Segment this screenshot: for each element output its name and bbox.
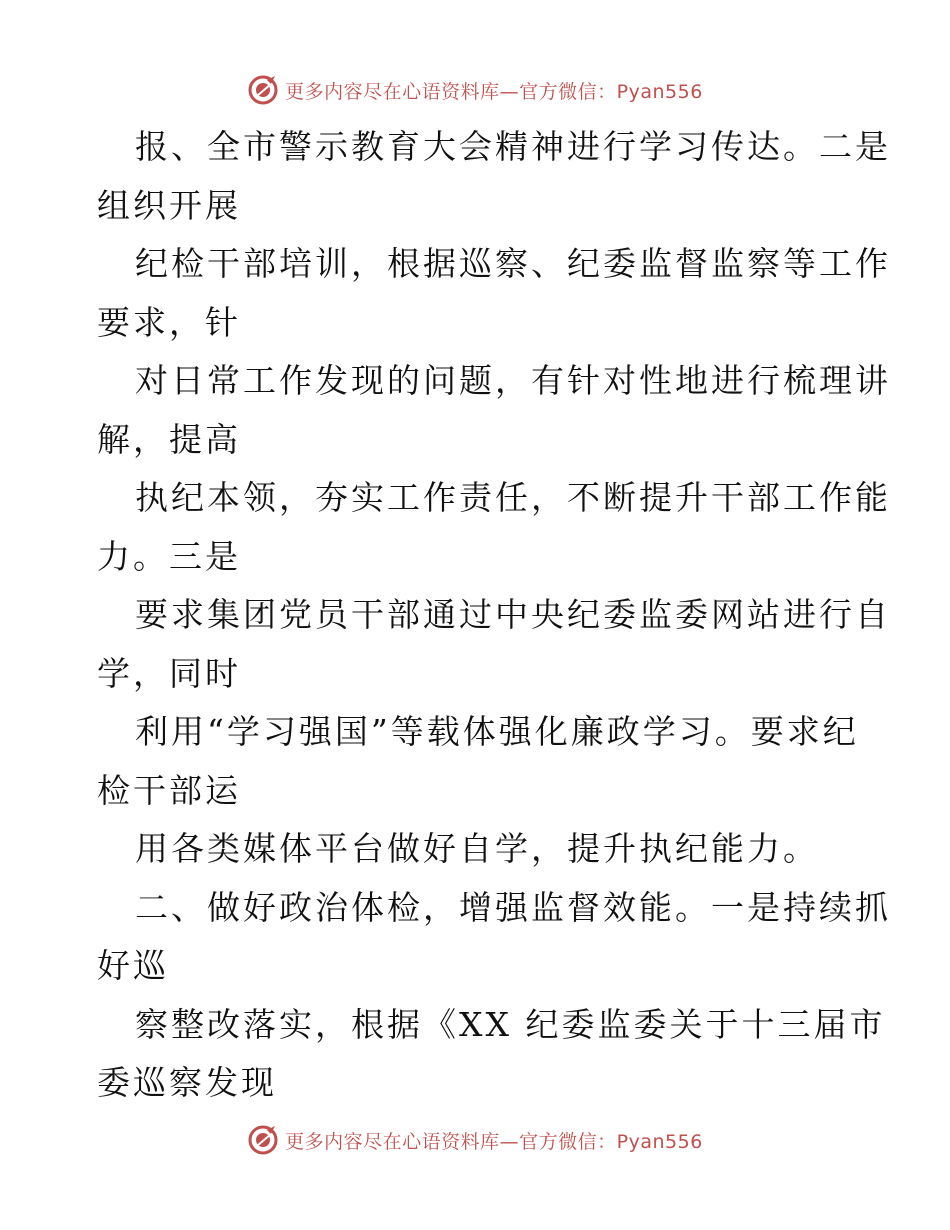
header-banner-text: 更多内容尽在心语资料库—官方微信：Pyan556 [285, 80, 703, 103]
body-line: 好巡 [97, 946, 169, 985]
pen-logo-icon [247, 74, 279, 106]
body-line: 对日常工作发现的问题，有针对性地进行梳理讲 [135, 361, 891, 400]
body-line: 委巡察发现 [97, 1063, 277, 1102]
pen-logo-icon [247, 1124, 279, 1156]
body-line: 解，提高 [97, 419, 241, 459]
body-line: 检干部运 [97, 770, 241, 810]
header-banner [0, 70, 950, 110]
body-line: 执纪本领，夯实工作责任，不断提升干部工作能 [135, 478, 891, 517]
body-line: 报、全市警示教育大会精神进行学习传达。二是 [135, 127, 891, 166]
body-line: 力。三是 [97, 536, 241, 576]
body-line: 利用“学习强国”等载体强化廉政学习。要求纪 [135, 712, 859, 751]
body-line: 学，同时 [97, 653, 241, 693]
body-line: 纪检干部培训，根据巡察、纪委监督监察等工作 [135, 244, 891, 283]
footer-banner-text: 更多内容尽在心语资料库—官方微信：Pyan556 [285, 1130, 703, 1153]
body-line: 二、做好政治体检，增强监督效能。一是持续抓 [135, 887, 891, 927]
body-line: 要求集团党员干部通过中央纪委监委网站进行自 [135, 595, 891, 634]
document-body [97, 118, 891, 1113]
body-line: 察整改落实，根据《XX 纪委监委关于十三届市 [135, 1004, 886, 1044]
body-line: 组织开展 [97, 185, 241, 225]
footer-banner [0, 1120, 950, 1160]
body-line: 要求，针 [97, 302, 241, 342]
body-line: 用各类媒体平台做好自学，提升执纪能力。 [135, 829, 819, 868]
